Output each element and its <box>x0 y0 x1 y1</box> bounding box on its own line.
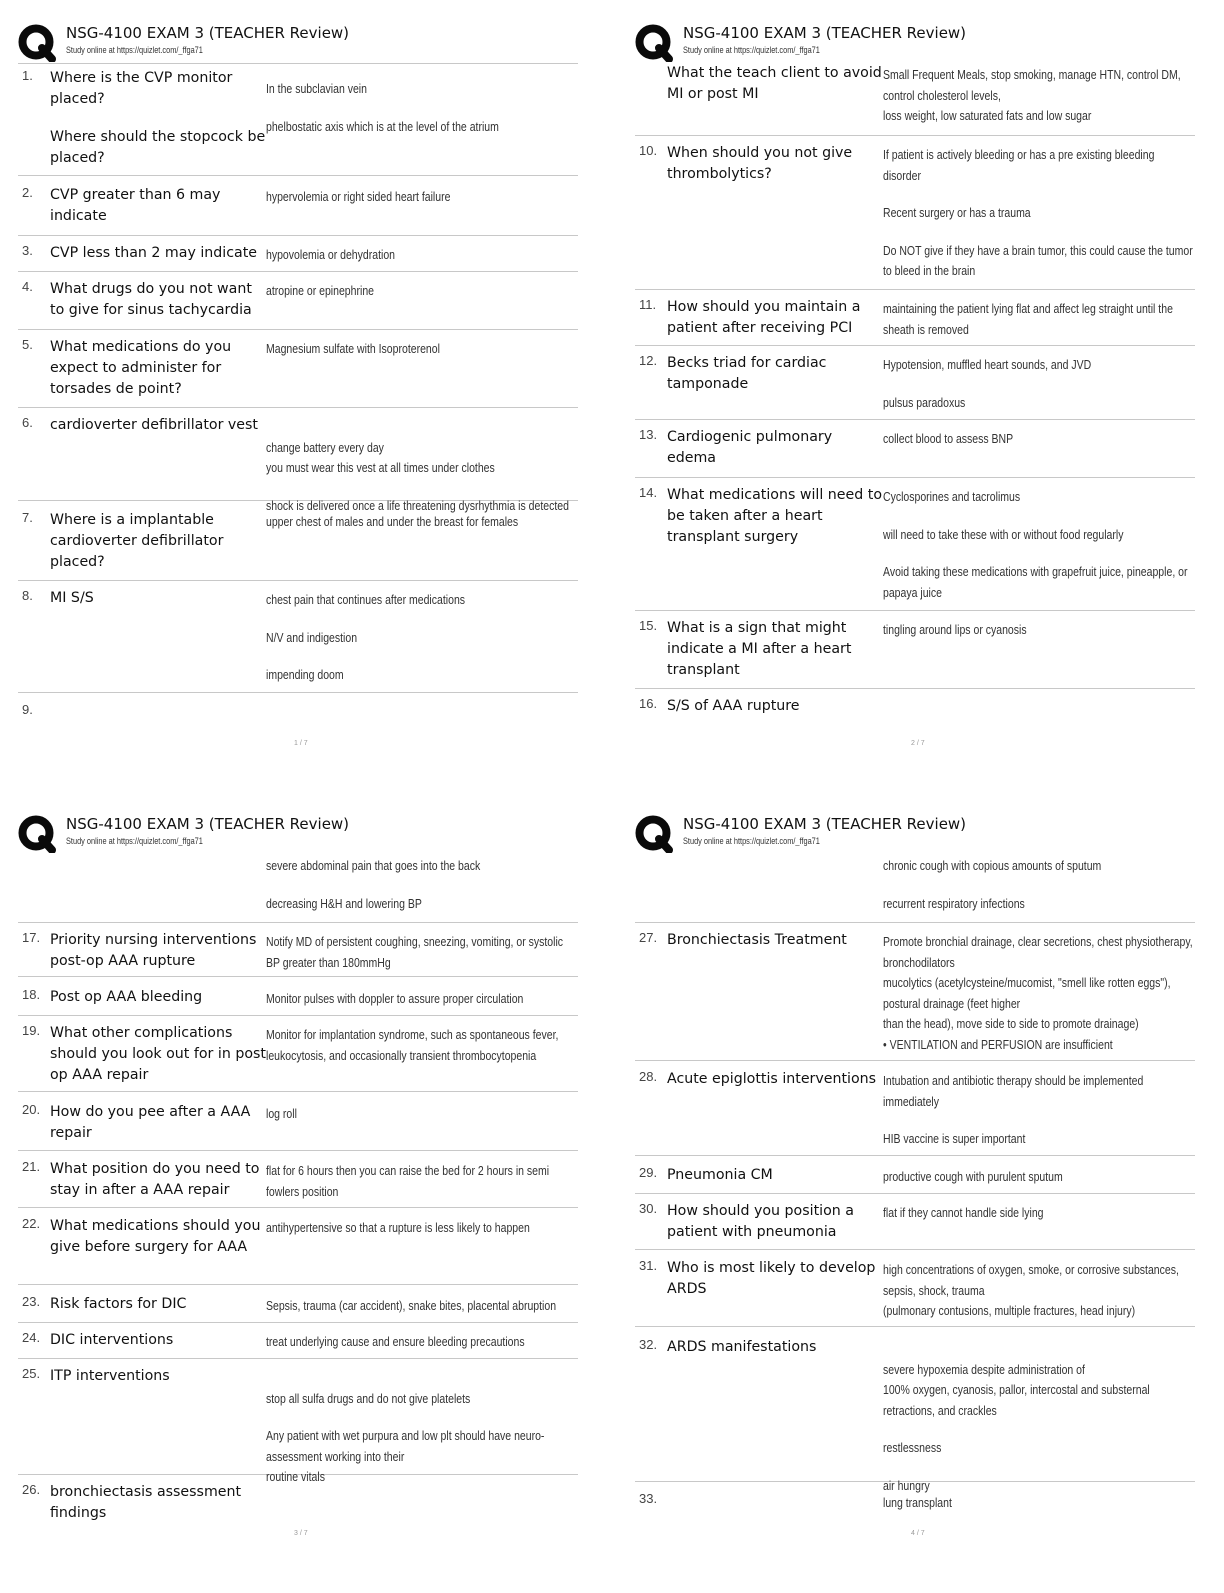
card-definition: atropine or epinephrine <box>266 284 375 298</box>
card-row <box>18 279 578 330</box>
card-definition: productive cough with purulent sputum <box>883 1170 1063 1184</box>
card-number: 28. <box>639 1069 658 1084</box>
card-definition: Monitor for implantation syndrome, such as spontaneous fever, leukocytosis, and occasionally transient thrombocytopenia <box>266 1028 559 1063</box>
card-definition: treat underlying cause and ensure bleeding precautions <box>266 1335 525 1349</box>
card-row <box>18 68 578 176</box>
card-definition: severe hypoxemia despite administration of 100% oxygen, cyanosis, pallor, intercostal and substernal retractions, and crackles restlessness air hungry <box>883 1362 1150 1493</box>
card-term: What position do you need to stay in after a AAA repair <box>50 1161 260 1198</box>
card-definition: Notify MD of persistent coughing, sneezing, vomiting, or systolic BP greater than 180mmHg <box>266 935 564 970</box>
card-number: 11. <box>639 297 657 312</box>
card-term: What medications will need to be taken after a heart transplant surgery <box>667 487 883 545</box>
card-number: 6. <box>22 415 33 430</box>
page-title: NSG-4100 EXAM 3 (TEACHER Review) <box>683 815 967 833</box>
card-row <box>18 1216 578 1285</box>
card-term: Where is the CVP monitor placed? Where should the stopcock be placed? <box>50 70 266 166</box>
card-number: 33. <box>639 1491 658 1506</box>
card-term: What the teach client to avoid MI or post MI <box>667 65 882 102</box>
card-term: MI S/S <box>50 590 94 606</box>
card-number: 15. <box>639 618 658 633</box>
card-number: 21. <box>22 1159 41 1174</box>
card-row <box>635 1201 1195 1250</box>
card-row <box>635 485 1195 611</box>
card-row <box>18 1023 578 1092</box>
card-number: 29. <box>639 1165 658 1180</box>
card-definition: If patient is actively bleeding or has a pre existing bleeding disorder Recent surgery or has a trauma Do NOT give if they have a brain tumor, this could cause the tumor to bleed in the brain <box>883 148 1193 278</box>
card-number: 7. <box>22 510 33 525</box>
card-term: Priority nursing interventions post-op AAA rupture <box>50 932 257 969</box>
page-4 <box>635 813 1215 1593</box>
card-term: S/S of AAA rupture <box>667 698 800 714</box>
page-header <box>18 22 598 62</box>
page-title: NSG-4100 EXAM 3 (TEACHER Review) <box>66 815 350 833</box>
quizlet-logo-icon <box>635 24 673 62</box>
card-definition: maintaining the patient lying flat and affect leg straight until the sheath is removed <box>883 302 1173 337</box>
card-row <box>18 987 578 1016</box>
study-online-link[interactable]: Study online at https://quizlet.com/_ffga71 <box>66 836 203 846</box>
card-number: 18. <box>22 987 41 1002</box>
card-definition: lung transplant <box>883 1496 952 1510</box>
card-definition: hypovolemia or dehydration <box>266 248 396 262</box>
card-term: Becks triad for cardiac tamponade <box>667 355 827 392</box>
page-3 <box>18 813 598 1593</box>
card-term: Bronchiectasis Treatment <box>667 932 847 948</box>
page-number: 3 / 7 <box>294 1530 308 1537</box>
card-definition: Intubation and antibiotic therapy should be implemented immediately HIB vaccine is super important <box>883 1074 1144 1146</box>
card-row <box>18 854 578 923</box>
card-definition: Magnesium sulfate with Isoproterenol <box>266 342 440 356</box>
card-term: cardioverter defibrillator vest <box>50 417 258 433</box>
card-definition: Small Frequent Meals, stop smoking, manage HTN, control DM, control cholesterol levels, loss weight, low saturated fats and low sugar <box>883 68 1181 123</box>
quizlet-logo-icon <box>18 24 56 62</box>
card-term: DIC interventions <box>50 1332 174 1348</box>
page-title: NSG-4100 EXAM 3 (TEACHER Review) <box>66 24 350 42</box>
study-online-link[interactable]: Study online at https://quizlet.com/_ffga71 <box>683 45 820 55</box>
page-number: 4 / 7 <box>911 1530 925 1537</box>
quizlet-logo-icon <box>635 815 673 853</box>
card-definition: chronic cough with copious amounts of sputum recurrent respiratory infections <box>883 859 1102 911</box>
card-number: 3. <box>22 243 33 258</box>
card-row <box>635 1491 1195 1519</box>
card-term: What medications should you give before surgery for AAA <box>50 1218 261 1255</box>
quizlet-logo-icon <box>18 815 56 853</box>
card-row <box>18 1102 578 1151</box>
page-number: 2 / 7 <box>911 740 925 747</box>
card-row <box>635 63 1195 136</box>
card-row <box>635 353 1195 420</box>
card-number: 8. <box>22 588 33 603</box>
card-definition: collect blood to assess BNP <box>883 432 1014 446</box>
card-number: 10. <box>639 143 658 158</box>
card-term: bronchiectasis assessment findings <box>50 1484 242 1521</box>
card-number: 16. <box>639 696 658 711</box>
card-row <box>18 1482 578 1526</box>
card-row <box>18 588 578 693</box>
card-term: Acute epiglottis interventions <box>667 1071 877 1087</box>
card-number: 4. <box>22 279 33 294</box>
card-number: 20. <box>22 1102 41 1117</box>
card-row <box>18 1330 578 1359</box>
card-term: How should you maintain a patient after receiving PCI <box>667 299 861 336</box>
card-definition: upper chest of males and under the breast for females <box>266 515 519 529</box>
card-number: 25. <box>22 1366 41 1381</box>
card-term: What is a sign that might indicate a MI after a heart transplant <box>667 620 852 678</box>
card-definition: antihypertensive so that a rupture is less likely to happen <box>266 1221 530 1235</box>
card-row <box>635 297 1195 346</box>
card-row <box>18 1159 578 1208</box>
card-number: 19. <box>22 1023 41 1038</box>
page-header <box>635 813 1215 853</box>
card-number: 26. <box>22 1482 41 1497</box>
card-definition: high concentrations of oxygen, smoke, or corrosive substances, sepsis, shock, trauma (pulmonary contusions, multiple fractures, head injury) <box>883 1263 1179 1318</box>
card-term: Pneumonia CM <box>667 1167 773 1183</box>
card-row <box>635 1258 1195 1327</box>
card-definition: hypervolemia or right sided heart failure <box>266 190 451 204</box>
card-row <box>18 1294 578 1323</box>
card-term: Where is a implantable cardioverter defibrillator placed? <box>50 512 224 570</box>
card-number: 22. <box>22 1216 41 1231</box>
card-number: 9. <box>22 702 33 717</box>
card-row <box>18 185 578 236</box>
card-term: Who is most likely to develop ARDS <box>667 1260 876 1297</box>
card-definition: severe abdominal pain that goes into the back decreasing H&H and lowering BP <box>266 859 481 911</box>
card-term: Post op AAA bleeding <box>50 989 203 1005</box>
card-number: 13. <box>639 427 658 442</box>
page-number: 1 / 7 <box>294 740 308 747</box>
card-number: 23. <box>22 1294 41 1309</box>
card-row <box>18 415 578 513</box>
card-row <box>635 696 1195 720</box>
card-definition: Hypotension, muffled heart sounds, and JVD pulsus paradoxus <box>883 358 1092 410</box>
card-definition: Cyclosporines and tacrolimus will need to take these with or without food regularly Avoid taking these medications with grapefruit juice, pineapple, or papaya juice <box>883 490 1188 600</box>
card-number: 2. <box>22 185 33 200</box>
card-number: 1. <box>22 68 33 83</box>
card-term: When should you not give thrombolytics? <box>667 145 853 182</box>
card-number: 12. <box>639 353 658 368</box>
card-definition: log roll <box>266 1107 297 1121</box>
card-row <box>635 1069 1195 1156</box>
card-row <box>635 930 1195 1061</box>
card-term: CVP less than 2 may indicate <box>50 245 258 261</box>
card-term: Cardiogenic pulmonary edema <box>667 429 833 466</box>
card-row <box>635 427 1195 478</box>
card-term: How do you pee after a AAA repair <box>50 1104 251 1141</box>
card-term: ITP interventions <box>50 1368 170 1384</box>
card-term: What drugs do you not want to give for sinus tachycardia <box>50 281 252 318</box>
page-2 <box>635 22 1215 802</box>
card-row <box>635 1337 1195 1493</box>
card-row <box>635 143 1195 290</box>
card-row <box>18 243 578 272</box>
study-online-link[interactable]: Study online at https://quizlet.com/_ffga71 <box>66 45 203 55</box>
card-row <box>18 1366 578 1484</box>
card-definition: chest pain that continues after medications N/V and indigestion impending doom <box>266 593 466 682</box>
card-definition: flat if they cannot handle side lying <box>883 1206 1044 1220</box>
card-number: 32. <box>639 1337 658 1352</box>
card-row <box>18 337 578 408</box>
card-definition: Promote bronchial drainage, clear secretions, chest physiotherapy, bronchodilators mucolytics (acetylcysteine/mucomist, "smell like rotten eggs"), postural drainage (feet higher than the head), move side to side to promote drainage) • VENTILATION and PERFUSION are insufficient <box>883 935 1193 1052</box>
card-number: 27. <box>639 930 658 945</box>
card-term: Risk factors for DIC <box>50 1296 187 1312</box>
card-number: 30. <box>639 1201 658 1216</box>
page-header <box>635 22 1215 62</box>
card-number: 14. <box>639 485 658 500</box>
card-definition: Monitor pulses with doppler to assure proper circulation <box>266 992 524 1006</box>
card-number: 31. <box>639 1258 658 1273</box>
card-row <box>18 510 578 581</box>
card-row <box>635 854 1195 923</box>
page-header <box>18 813 598 853</box>
card-row <box>635 1165 1195 1194</box>
card-number: 5. <box>22 337 33 352</box>
page-title: NSG-4100 EXAM 3 (TEACHER Review) <box>683 24 967 42</box>
card-term: What other complications should you look out for in post op AAA repair <box>50 1025 266 1083</box>
card-definition: Sepsis, trauma (car accident), snake bites, placental abruption <box>266 1299 557 1313</box>
card-definition: In the subclavian vein phelbostatic axis which is at the level of the atrium <box>266 82 499 134</box>
card-number: 17. <box>22 930 41 945</box>
study-online-link[interactable]: Study online at https://quizlet.com/_ffga71 <box>683 836 820 846</box>
card-row <box>18 930 578 977</box>
page-1 <box>18 22 598 802</box>
card-row <box>635 618 1195 689</box>
card-term: How should you position a patient with pneumonia <box>667 1203 854 1240</box>
card-definition: flat for 6 hours then you can raise the bed for 2 hours in semi fowlers position <box>266 1164 550 1199</box>
card-definition: stop all sulfa drugs and do not give platelets Any patient with wet purpura and low plt should have neuro-assessment working into their routine vitals <box>266 1391 545 1484</box>
card-term: What medications do you expect to administer for torsades de point? <box>50 339 232 397</box>
card-definition: change battery every day you must wear this vest at all times under clothes shock is delivered once a life threatening dysrhythmia is detected <box>266 440 569 513</box>
card-definition: tingling around lips or cyanosis <box>883 623 1027 637</box>
card-term: CVP greater than 6 may indicate <box>50 187 221 224</box>
card-row <box>18 702 578 726</box>
divider <box>18 63 578 64</box>
card-number: 24. <box>22 1330 41 1345</box>
card-term: ARDS manifestations <box>667 1339 817 1355</box>
